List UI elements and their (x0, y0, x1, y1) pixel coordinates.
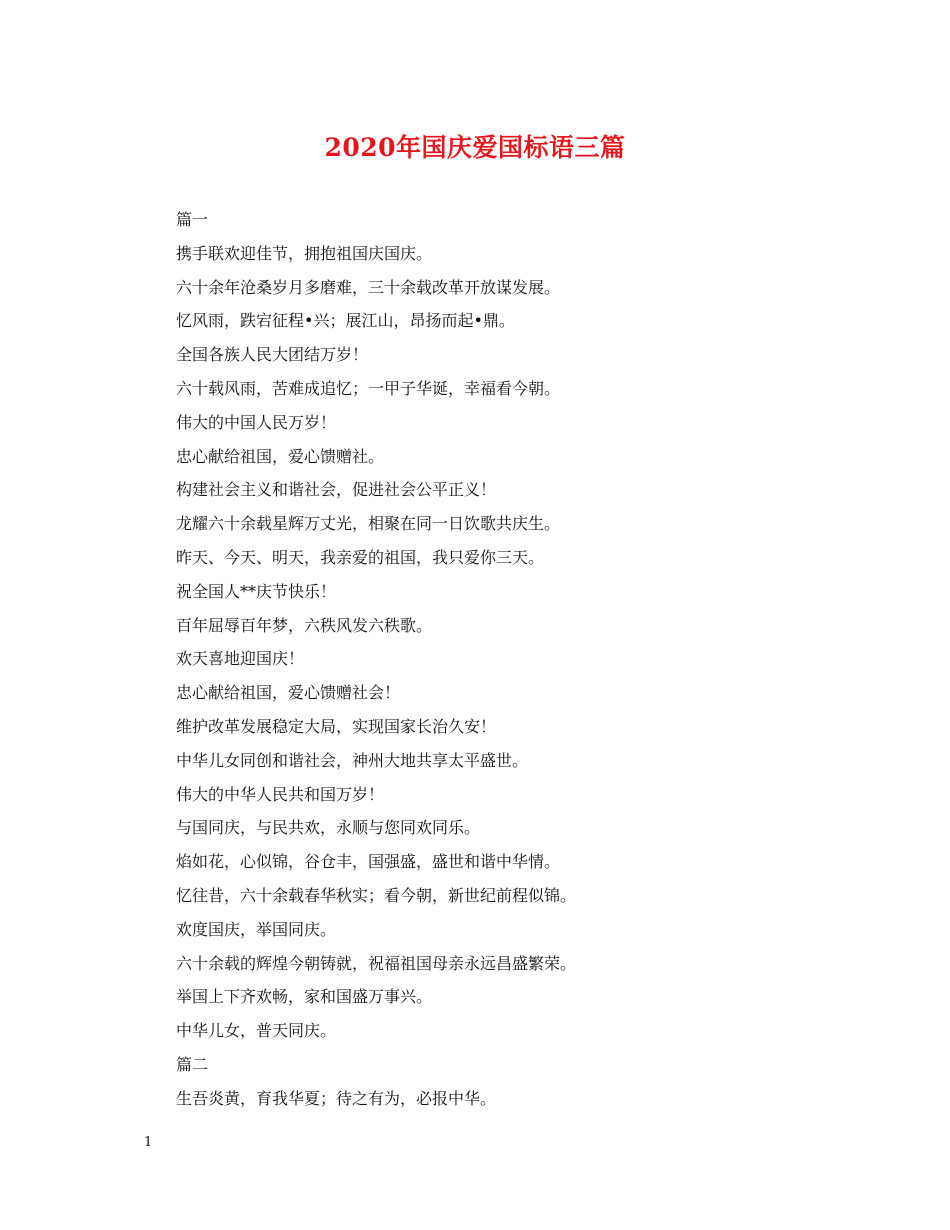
slogan-line: 忆风雨，跌宕征程•兴；展江山，昂扬而起•鼎。 (176, 311, 515, 331)
document-body (176, 203, 876, 1116)
page-number: 1 (144, 1135, 153, 1150)
slogan-line: 昨天、今天、明天，我亲爱的祖国，我只爱你三天。 (176, 547, 545, 567)
slogan-line: 欢天喜地迎国庆！ (176, 649, 305, 669)
slogan-line: 维护改革发展稳定大局，实现国家长治久安！ (176, 716, 497, 736)
slogan-line: 焰如花，心似锦，谷仓丰，国强盛，盛世和谐中华情。 (176, 852, 561, 872)
section-heading: 篇一 (176, 210, 209, 229)
slogan-line: 忠心献给祖国，爱心馈赠社。 (176, 446, 385, 466)
slogan-line: 忆往昔，六十余载春华秋实；看今朝，新世纪前程似锦。 (176, 885, 577, 905)
slogan-line: 伟大的中国人民万岁！ (176, 412, 337, 432)
slogan-line: 中华儿女，普天同庆。 (176, 1021, 337, 1041)
slogan-line: 举国上下齐欢畅，家和国盛万事兴。 (176, 987, 433, 1007)
slogan-line: 六十余载的辉煌今朝铸就，祝福祖国母亲永远昌盛繁荣。 (176, 953, 577, 973)
slogan-line: 携手联欢迎佳节，拥抱祖国庆国庆。 (176, 243, 433, 263)
slogan-line: 百年屈辱百年梦，六秩风发六秩歌。 (176, 615, 433, 635)
document-title: 2020年国庆爱国标语三篇 (324, 133, 626, 162)
section-heading: 篇二 (176, 1054, 209, 1074)
slogan-line: 六十载风雨，苦难成追忆；一甲子华诞，幸福看今朝。 (176, 378, 561, 398)
slogan-line: 伟大的中华人民共和国万岁！ (176, 784, 385, 804)
slogan-line: 祝全国人**庆节快乐！ (176, 581, 337, 601)
slogan-line: 构建社会主义和谐社会，促进社会公平正义！ (176, 480, 497, 500)
slogan-line: 欢度国庆，举国同庆。 (176, 919, 337, 939)
slogan-line: 六十余年沧桑岁月多磨难，三十余载改革开放谋发展。 (176, 277, 561, 297)
slogan-line: 忠心献给祖国，爱心馈赠社会！ (176, 683, 401, 703)
slogan-line: 全国各族人民大团结万岁！ (176, 345, 369, 365)
slogan-line: 龙耀六十余载星辉万丈光，相聚在同一日饮歌共庆生。 (176, 514, 561, 534)
slogan-line: 中华儿女同创和谐社会，神州大地共享太平盛世。 (176, 750, 529, 770)
slogan-line: 生吾炎黄，育我华夏；待之有为，必报中华。 (176, 1088, 497, 1108)
slogan-line: 与国同庆，与民共欢，永顺与您同欢同乐。 (176, 818, 481, 838)
